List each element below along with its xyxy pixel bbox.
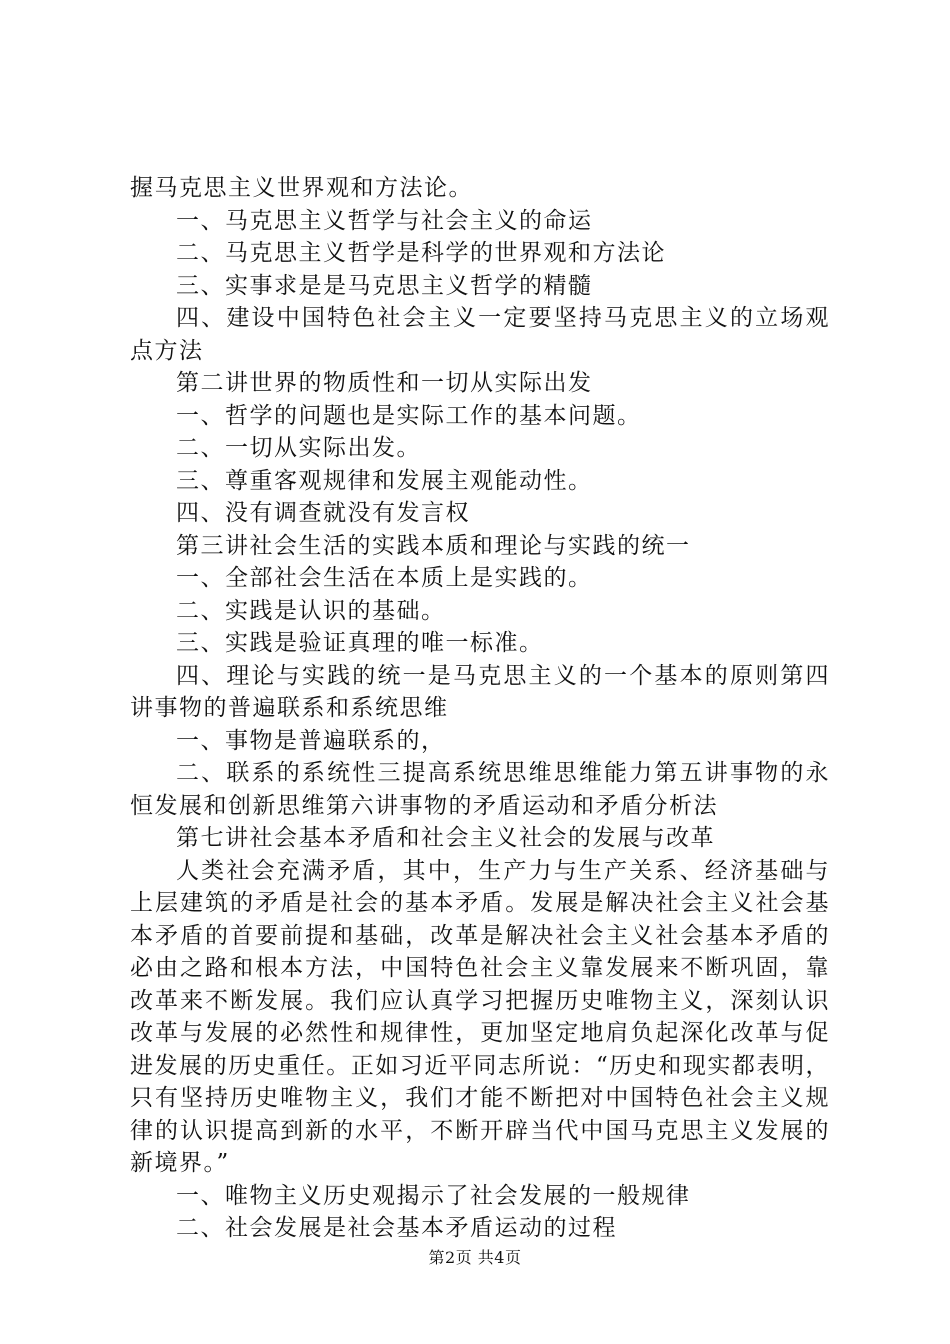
section-item: 四、理论与实践的统一是马克思主义的一个基本的原则第四讲事物的普遍联系和系统思维 (130, 662, 830, 721)
section-item: 一、哲学的问题也是实际工作的基本问题。 (176, 402, 642, 429)
section-item: 三、实事求是是马克思主义哲学的精髓 (176, 272, 593, 299)
section-item: 三、实践是验证真理的唯一标准。 (176, 630, 544, 656)
section-item: 四、没有调查就没有发言权 (176, 500, 470, 526)
section-item: 一、唯物主义历史观揭示了社会发展的一般规律 (176, 1182, 691, 1209)
lecture-heading: 第二讲世界的物质性和一切从实际出发 (176, 370, 593, 396)
section-item: 一、全部社会生活在本质上是实践的。 (176, 565, 593, 591)
section-item: 二、马克思主义哲学是科学的世界观和方法论 (176, 240, 666, 266)
section-item: 二、联系的系统性三提高系统思维思维能力第五讲事物的永恒发展和创新思维第六讲事物的矛盾运动和矛盾分析法 (130, 760, 830, 819)
lecture-heading: 第三讲社会生活的实践本质和理论与实践的统一 (176, 532, 691, 559)
paragraph-continuation: 握马克思主义世界观和方法论。 (130, 175, 473, 201)
page-footer: 第2页 共4页 (428, 1248, 522, 1267)
section-item: 一、马克思主义哲学与社会主义的命运 (176, 207, 593, 234)
section-item: 一、事物是普遍联系的， (176, 727, 446, 754)
body-paragraph: 人类社会充满矛盾，其中，生产力与生产关系、经济基础与上层建筑的矛盾是社会的基本矛盾。发展是解决社会主义社会基本矛盾的首要前提和基础，改革是解决社会主义社会基本矛盾的必由之路和根本方法，中国特色社会主义靠发展来不断巩固，靠改革来不断发展。我们应认真学习把握历史唯物主义，深刻认识改革与发展的必然性和规律性，更加坚定地肩负起深化改革与促进发展的历史重任。正如习近平同志所说：“历史和现实都表明，只有坚持历史唯物主义，我们才能不断把对中国特色社会主义规律的认识提高到新的水平，不断开辟当代中国马克思主义发展的新境界。” (130, 857, 830, 1176)
section-item: 二、实践是认识的基础。 (176, 597, 446, 624)
lecture-heading: 第七讲社会基本矛盾和社会主义社会的发展与改革 (176, 825, 715, 851)
section-item: 二、一切从实际出发。 (176, 435, 421, 461)
section-item: 四、建设中国特色社会主义一定要坚持马克思主义的立场观点方法 (130, 305, 830, 364)
section-item: 二、社会发展是社会基本矛盾运动的过程 (176, 1215, 617, 1241)
document-body (130, 172, 830, 1245)
section-item: 三、尊重客观规律和发展主观能动性。 (176, 467, 593, 494)
